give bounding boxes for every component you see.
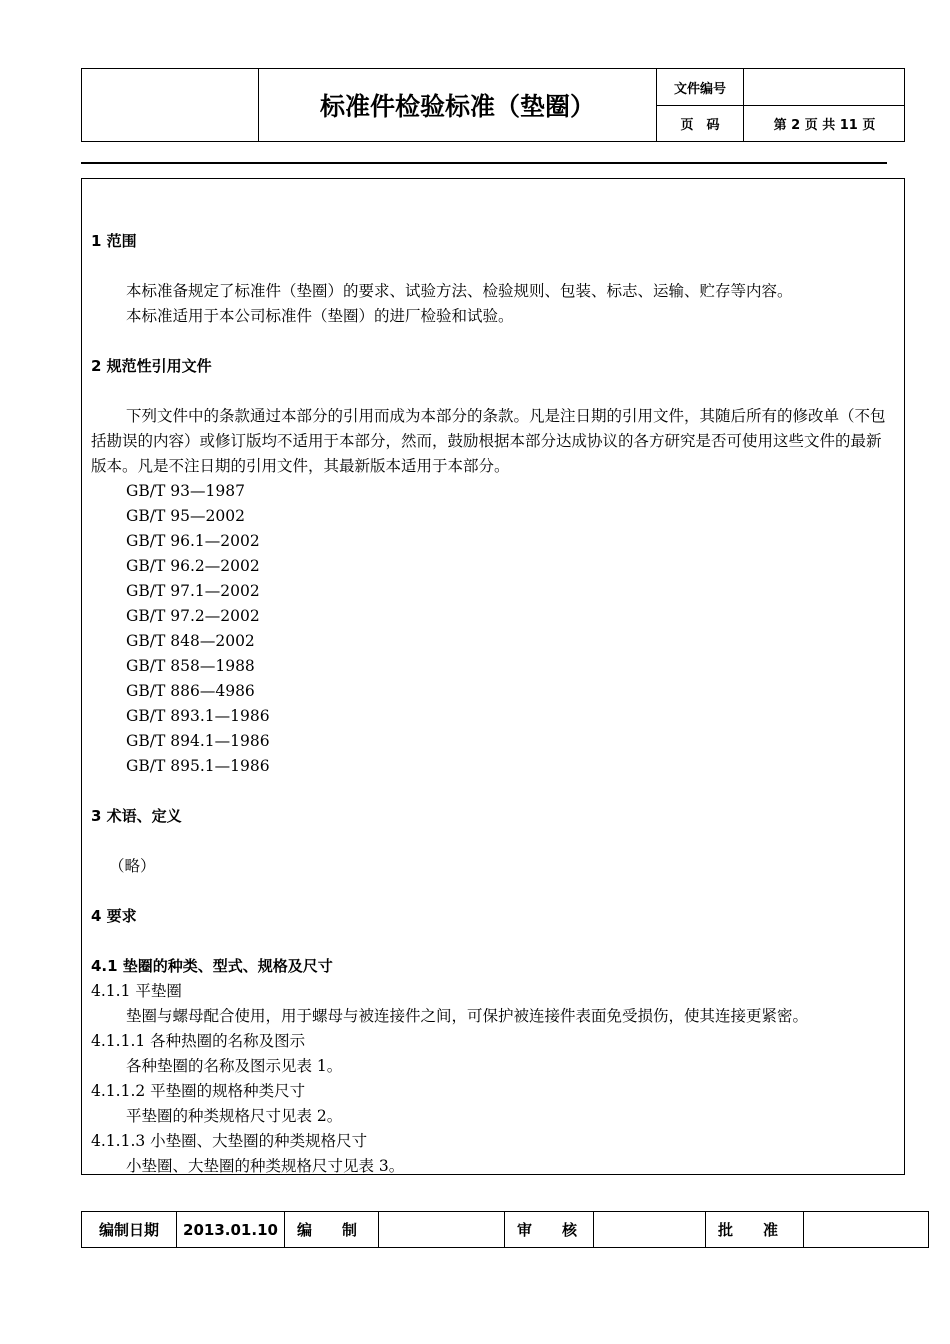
section-2-heading: 2 规范性引用文件 [91,357,212,375]
clause-4-1-1-3: 4.1.1.3 小垫圈、大垫圈的种类规格尺寸 [91,1132,368,1150]
section-4-heading: 4 要求 [91,907,137,925]
standard-item: GB/T 886—4986 [126,682,255,700]
section-3-paragraph: （略） [109,857,156,875]
standard-item: GB/T 895.1—1986 [126,757,270,775]
section-2-paragraph: 下列文件中的条款通过本部分的引用而成为本部分的条款。凡是注日期的引用文件，其随后所有的修改单（不包括勘误的内容）或修订版均不适用于本部分，然而，鼓励根据本部分达成协议的各方研究是否可使用这些文件的最新版本。凡是不注日期的引用文件，其最新版本适用于本部分。 [91,407,886,475]
date-label: 编制日期 [82,1212,177,1247]
page-label: 页 码 [656,105,743,141]
section-1-paragraph: 本标准备规定了标准件（垫圈）的要求、试验方法、检验规则、包装、标志、运输、贮存等内容。 [126,282,793,300]
footer-table [81,1211,929,1248]
clause-4-1-1-2-text: 平垫圈的种类规格尺寸见表 2。 [126,1107,343,1125]
header-table [81,68,905,142]
compiler-value [379,1212,505,1247]
standard-item: GB/T 858—1988 [126,657,255,675]
standard-item: GB/T 95—2002 [126,507,245,525]
document-body [91,229,896,1179]
document-title: 标准件检验标准（垫圈） [319,92,595,121]
reviewer-label: 审 核 [505,1212,594,1247]
compiler-label: 编 制 [285,1212,379,1247]
standard-item: GB/T 97.2—2002 [126,607,260,625]
standard-item: GB/T 96.1—2002 [126,532,260,550]
standard-item: GB/T 893.1—1986 [126,707,270,725]
standard-item: GB/T 894.1—1986 [126,732,270,750]
standard-item: GB/T 96.2—2002 [126,557,260,575]
clause-4-1-1-1-text: 各种垫圈的名称及图示见表 1。 [126,1057,343,1075]
standards-list [91,479,896,779]
standard-item: GB/T 848—2002 [126,632,255,650]
clause-4-1-1: 4.1.1 平垫圈 [91,982,182,1000]
doc-number-value [743,69,905,106]
section-4-1-heading: 4.1 垫圈的种类、型式、规格及尺寸 [91,957,333,975]
page-number: 第 2 页 共 11 页 [743,105,905,141]
standard-item: GB/T 93—1987 [126,482,245,500]
section-1-heading: 1 范围 [91,232,137,250]
reviewer-value [594,1212,706,1247]
date-value: 2013.01.10 [177,1212,285,1247]
clause-4-1-1-1: 4.1.1.1 各种热圈的名称及图示 [91,1032,306,1050]
logo-cell [82,69,259,141]
approver-value [804,1212,928,1247]
section-3-heading: 3 术语、定义 [91,807,182,825]
clause-4-1-1-2: 4.1.1.2 平垫圈的规格种类尺寸 [91,1082,306,1100]
standard-item: GB/T 97.1—2002 [126,582,260,600]
clause-4-1-1-3-text: 小垫圈、大垫圈的种类规格尺寸见表 3。 [126,1157,405,1175]
approver-label: 批 准 [706,1212,804,1247]
doc-number-label: 文件编号 [656,69,743,106]
header-divider [81,162,887,164]
section-1-paragraph: 本标准适用于本公司标准件（垫圈）的进厂检验和试验。 [126,307,514,325]
clause-4-1-1-text: 垫圈与螺母配合使用，用于螺母与被连接件之间，可保护被连接件表面免受损伤，使其连接更紧密。 [126,1007,809,1025]
content-frame [81,178,905,1175]
